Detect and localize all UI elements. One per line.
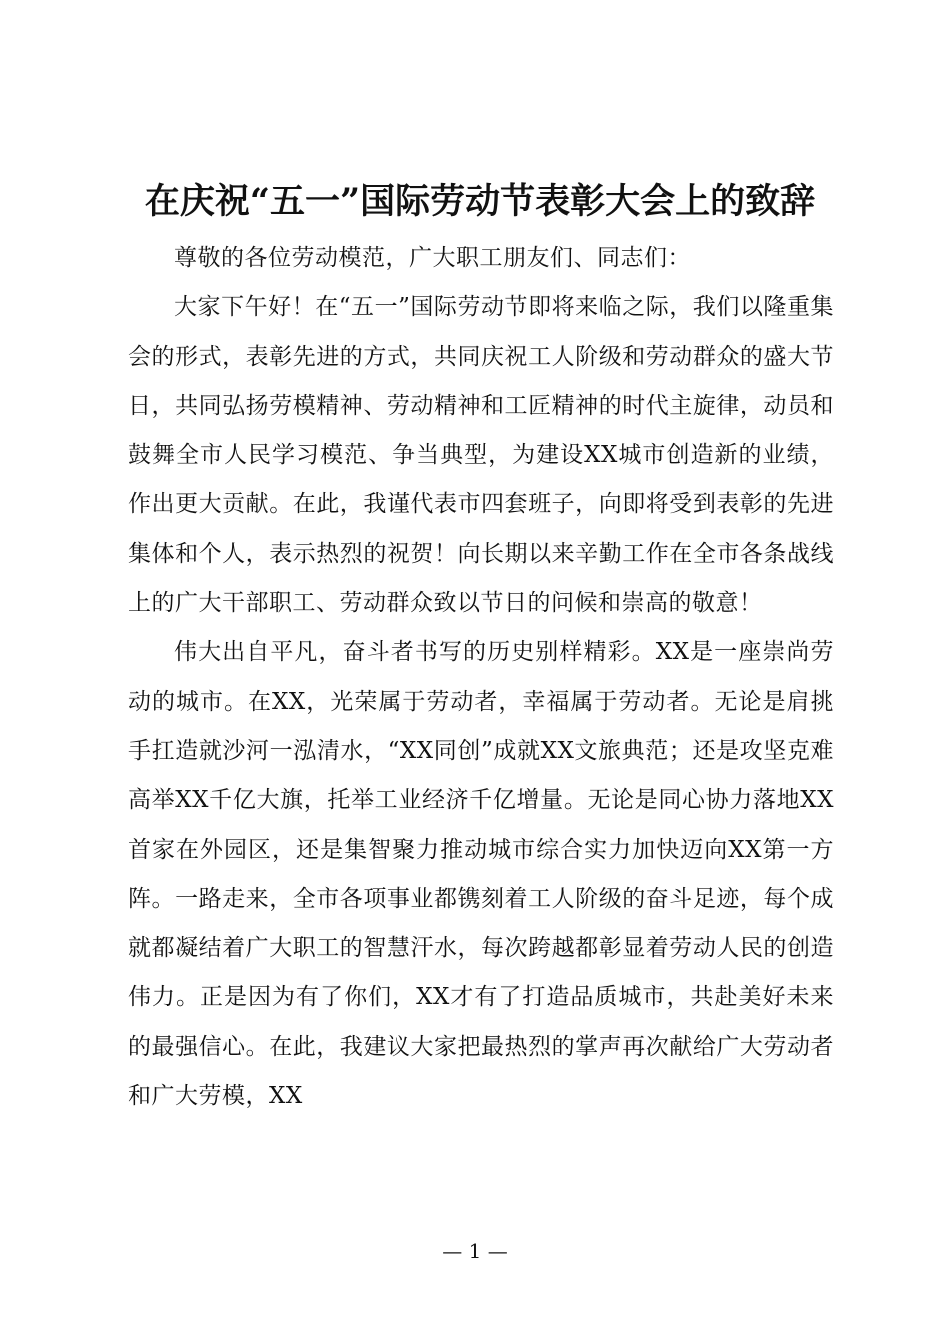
paragraph-1: 大家下午好！在“五一”国际劳动节即将来临之际，我们以隆重集会的形式，表彰先进的方式，共同庆祝工人阶级和劳动群众的盛大节日，共同弘扬劳模精神、劳动精神和工匠精神的时代主旋律，动员和鼓舞全市人民学习模范、争当典型，为建设XX城市创造新的业绩，作出更大贡献。在此，我谨代表市四套班子，向即将受到表彰的先进集体和个人，表示热烈的祝贺！向长期以来辛勤工作在全市各条战线上的广大干部职工、劳动群众致以节日的问候和崇高的敬意！ <box>128 294 834 617</box>
paragraph-2: 伟大出自平凡，奋斗者书写的历史别样精彩。XX是一座崇尚劳动的城市。在XX，光荣属于劳动者，幸福属于劳动者。无论是肩挑手扛造就沙河一泓清水，“XX同创”成就XX文旅典范；还是攻坚克难高举XX千亿大旗，托举工业经济千亿增量。无论是同心协力落地XX首家在外园区，还是集智聚力推动城市综合实力加快迈向XX第一方阵。一路走来，全市各项事业都镌刻着工人阶级的奋斗足迹，每个成就都凝结着广大职工的智慧汗水，每次跨越都彰显着劳动人民的创造伟力。正是因为有了你们，XX才有了打造品质城市，共赴美好未来的最强信心。在此，我建议大家把最热烈的掌声再次献给广大劳动者和广大劳模，XX <box>128 639 834 1110</box>
page-number: — 1 — <box>442 1239 508 1263</box>
salutation: 尊敬的各位劳动模范，广大职工朋友们、同志们： <box>174 245 691 271</box>
document-body <box>128 234 834 1121</box>
document-title: 在庆祝“五一”国际劳动节表彰大会上的致辞 <box>144 181 816 222</box>
